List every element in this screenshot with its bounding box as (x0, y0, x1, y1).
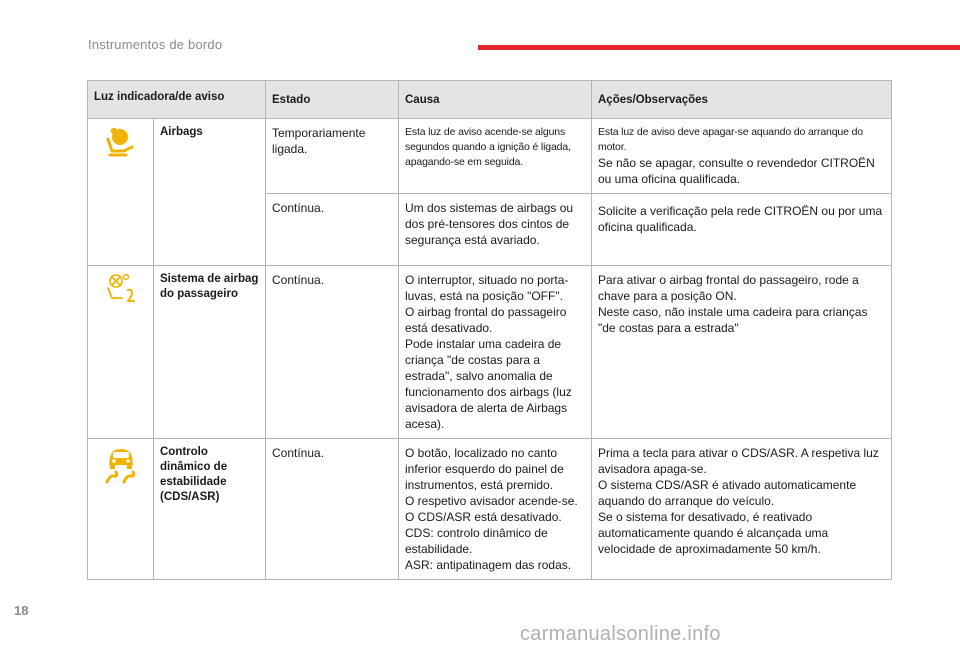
table-header-row (88, 81, 892, 119)
icon-cell (88, 119, 154, 266)
icon-cell (88, 439, 154, 580)
column-header-actions: Ações/Observações (592, 81, 892, 119)
cause-line: O botão, localizado no canto inferior esquerdo do painel de instrumentos, está premido. (405, 446, 564, 492)
skidding-car-icon (104, 445, 138, 485)
state-text: Contínua. (266, 439, 399, 580)
icon-cell (88, 266, 154, 439)
cause-line: ASR: antipatinagem das rodas. (405, 558, 572, 572)
warning-lights-table (87, 80, 892, 580)
cause-line: O airbag frontal do passageiro está desativado. (405, 305, 567, 335)
cause-line: O CDS/ASR está desativado. (405, 510, 562, 524)
action-line: O sistema CDS/ASR é ativado automaticamente aquando do arranque do veículo. (598, 478, 857, 508)
action-line: Prima a tecla para ativar o CDS/ASR. A respetiva luz avisadora apaga-se. (598, 446, 879, 476)
action-note: Esta luz de aviso deve apagar-se aquando do arranque do motor. (598, 126, 863, 153)
cause-cell (399, 266, 592, 439)
section-title: Instrumentos de bordo (88, 37, 223, 52)
action-line: Se o sistema for desativado, é reativado automaticamente quando é alcançada uma velocidade de aproximadamente 50 km/h. (598, 510, 829, 556)
cause-text: Um dos sistemas de airbags ou dos pré-tensores dos cintos de segurança está avariado. (399, 194, 592, 266)
state-text: Contínua. (266, 194, 399, 266)
action-cell (592, 439, 892, 580)
action-line: Para ativar o airbag frontal do passageiro, rode a chave para a posição ON. (598, 273, 859, 303)
page-number: 18 (14, 603, 29, 618)
table-row (88, 439, 892, 580)
cause-text: Esta luz de aviso acende-se alguns segundos quando a ignição é ligada, apagando-se em seguida. (399, 119, 592, 194)
state-text: Temporariamente ligada. (266, 119, 399, 194)
cause-line: O interruptor, situado no porta-luvas, está na posição "OFF". (405, 273, 569, 303)
state-text: Contínua. (266, 266, 399, 439)
light-name: Sistema de airbag do passageiro (154, 266, 266, 439)
action-text: Solicite a verificação pela rede CITROËN ou por uma oficina qualificada. (592, 194, 892, 266)
header-accent-bar (478, 45, 960, 50)
light-name: Controlo dinâmico de estabilidade (CDS/ASR) (154, 439, 266, 580)
action-line: Neste caso, não instale uma cadeira para crianças "de costas para a estrada" (598, 305, 868, 335)
cause-cell (399, 439, 592, 580)
action-text: Se não se apagar, consulte o revendedor CITROËN ou uma oficina qualificada. (598, 156, 875, 186)
airbag-seated-person-icon (104, 125, 138, 159)
table-row (88, 266, 892, 439)
column-header-light: Luz indicadora/de aviso (88, 81, 266, 119)
table-row (88, 119, 892, 194)
cause-line: CDS: controlo dinâmico de estabilidade. (405, 526, 548, 556)
watermark: carmanualsonline.info (520, 623, 721, 645)
passenger-airbag-off-icon (104, 272, 138, 306)
action-cell (592, 266, 892, 439)
cause-line: O respetivo avisador acende-se. (405, 494, 578, 508)
light-name: Airbags (154, 119, 266, 266)
column-header-cause: Causa (399, 81, 592, 119)
action-cell (592, 119, 892, 194)
cause-line: Pode instalar uma cadeira de criança "de costas para a estrada", salvo anomalia de funcionamento dos airbags (luz avisadora de alerta de Airbags acesa). (405, 337, 572, 431)
column-header-state: Estado (266, 81, 399, 119)
